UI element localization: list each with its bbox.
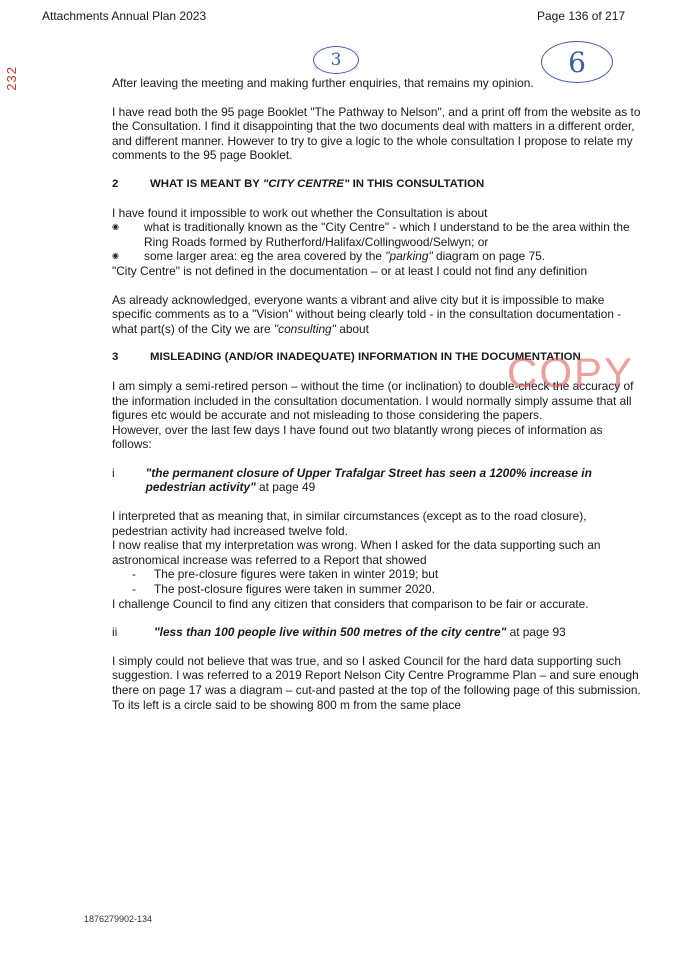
list-item: - The pre-closure figures were taken in winter 2019; but [112,567,642,582]
page-number: Page 136 of 217 [537,9,626,23]
section-heading [112,177,642,192]
paragraph: I am simply a semi-retired person – without the time (or inclination) to double-check the accuracy of the information included in the consultation documentation. I would normally simply assume that all figures etc would be accurate and not misleading to those considering the papers. [112,378,634,423]
list-item: - The post-closure figures were taken in summer 2020. [112,582,642,597]
paragraph: After leaving the meeting and making further enquiries, that remains my opinion. [112,76,534,90]
section-title: WHAT IS MEANT BY "CITY CENTRE" IN THIS CONSULTATION [150,177,485,190]
subsection [112,625,642,640]
subsection [112,466,642,495]
paragraph: I simply could not believe that was true, and so I asked Council for the hard data supporting such suggestion. I was referred to a 2019 Report Nelson City Centre Programme Plan – and sure enough there on page 17 was a diagram – cut-and pasted at the top of the following page of this submission. To its left is a circle said to be showing 800 m from the same place [112,653,641,712]
paragraph: "City Centre" is not defined in the documentation – or at least I could not find any definition [112,263,588,278]
subsection-number: ii [112,625,118,640]
copy-stamp: COPY [507,349,635,396]
paragraph: As already acknowledged, everyone wants a vibrant and alive city but it is impossible to make specific comments as to a "Vision" without being clearly told - in the consultation documentation - what part(s) of the City we are "consulting" about [112,292,622,336]
dash-list [112,567,642,596]
list-item: ◉ some larger area: eg the area covered by the "parking" diagram on page 75. [112,249,642,264]
paragraph: I have found it impossible to work out whether the Consultation is about [112,205,488,220]
section-number: 2 [112,177,119,190]
paragraph: I now realise that my interpretation was wrong. When I asked for the data supporting such an astronomical increase was referred to a Report that showed [112,538,601,567]
paragraph: I interpreted that as meaning that, in similar circumstances (except as to the road closure), pedestrian activity had increased twelve fold. [112,509,587,538]
list-item: ◉ what is traditionally known as the "City Centre" - which I understand to be the area within the Ring Roads formed by Rutherford/Halifax/Collingwood/Selwyn; or [112,220,642,249]
paragraph: I have read both the 95 page Booklet "The Pathway to Nelson", and a print off from the website as to the Consultation. I find it disappointing that the two documents deal with matters in a different order, and different manner. However to try to give a logic to the whole consultation I propose to relate my comments to the 95 page Booklet. [112,104,641,163]
subsection-quote: "the permanent closure of Upper Trafalgar Street has seen a 1200% increase in pedestrian activity" at page 49 [145,465,592,495]
section-number: 3 [112,351,119,364]
paragraph: I challenge Council to find any citizen that considers that comparison to be fair or accurate. [112,596,589,611]
subsection-number: i [112,465,115,480]
handwritten-circle-annotation-large: 6 [541,41,613,83]
document-id: 1876279902-134 [84,914,153,924]
handwritten-circle-annotation: 3 [313,46,359,74]
margin-page-number: 232 [4,66,19,91]
section-title: MISLEADING (AND/OR INADEQUATE) INFORMATION IN THE DOCUMENTATION [150,351,581,364]
header-title: Attachments Annual Plan 2023 [42,9,207,23]
bullet-list [112,220,642,264]
subsection-quote: "less than 100 people live within 500 metres of the city centre" at page 93 [154,625,566,640]
paragraph: However, over the last few days I have found out two blatantly wrong pieces of information as follows: [112,422,603,452]
